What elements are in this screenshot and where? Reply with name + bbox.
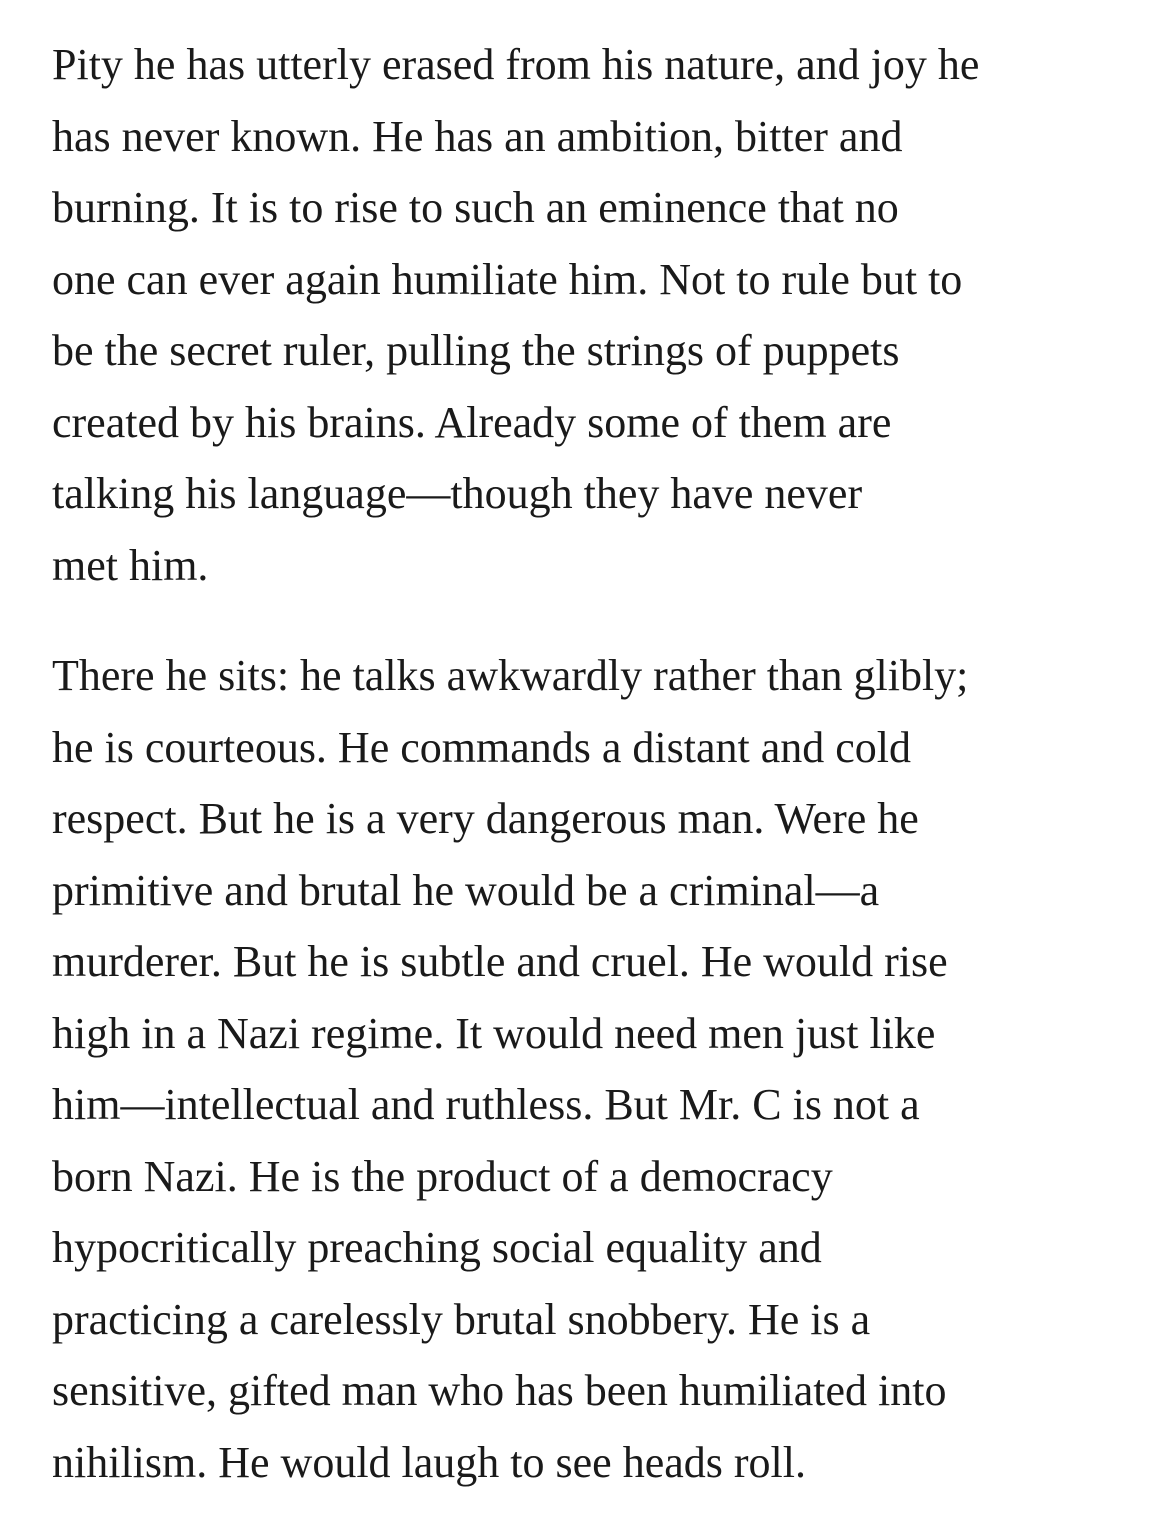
text-line: hypocritically preaching social equality and [52,1223,822,1272]
text-line: Pity he has utterly erased from his nature, and joy he [52,40,980,89]
paragraph-2 [52,640,1132,1498]
text-line: met him. [52,540,209,590]
text-line: nihilism. He would laugh to see heads roll. [52,1437,806,1487]
text-line: him—intellectual and ruthless. But Mr. C is not a [52,1080,920,1129]
text-line: has never known. He has an ambition, bitter and [52,111,903,161]
text-line: sensitive, gifted man who has been humiliated into [52,1366,947,1415]
text-line: he is courteous. He commands a distant and cold [52,722,912,772]
paragraph-1 [52,29,1132,601]
text-line: There he sits: he talks awkwardly rather than glibly; [52,651,969,700]
text-line: burning. It is to rise to such an eminence that no [52,183,899,232]
text-line: practicing a carelessly brutal snobbery. He is a [52,1294,871,1344]
text-line: talking his language—though they have never [52,469,863,518]
text-line: created by his brains. Already some of them are [52,397,892,447]
text-line: one can ever again humiliate him. Not to rule but to [52,254,963,304]
text-line: born Nazi. He is the product of a democracy [52,1151,833,1201]
text-line: murderer. But he is subtle and cruel. He would rise [52,937,948,986]
text-line: primitive and brutal he would be a criminal—a [52,865,880,915]
text-line: respect. But he is a very dangerous man. Were he [52,794,919,843]
text-line: be the secret ruler, pulling the strings of puppets [52,326,900,375]
text-line: high in a Nazi regime. It would need men just like [52,1008,936,1058]
